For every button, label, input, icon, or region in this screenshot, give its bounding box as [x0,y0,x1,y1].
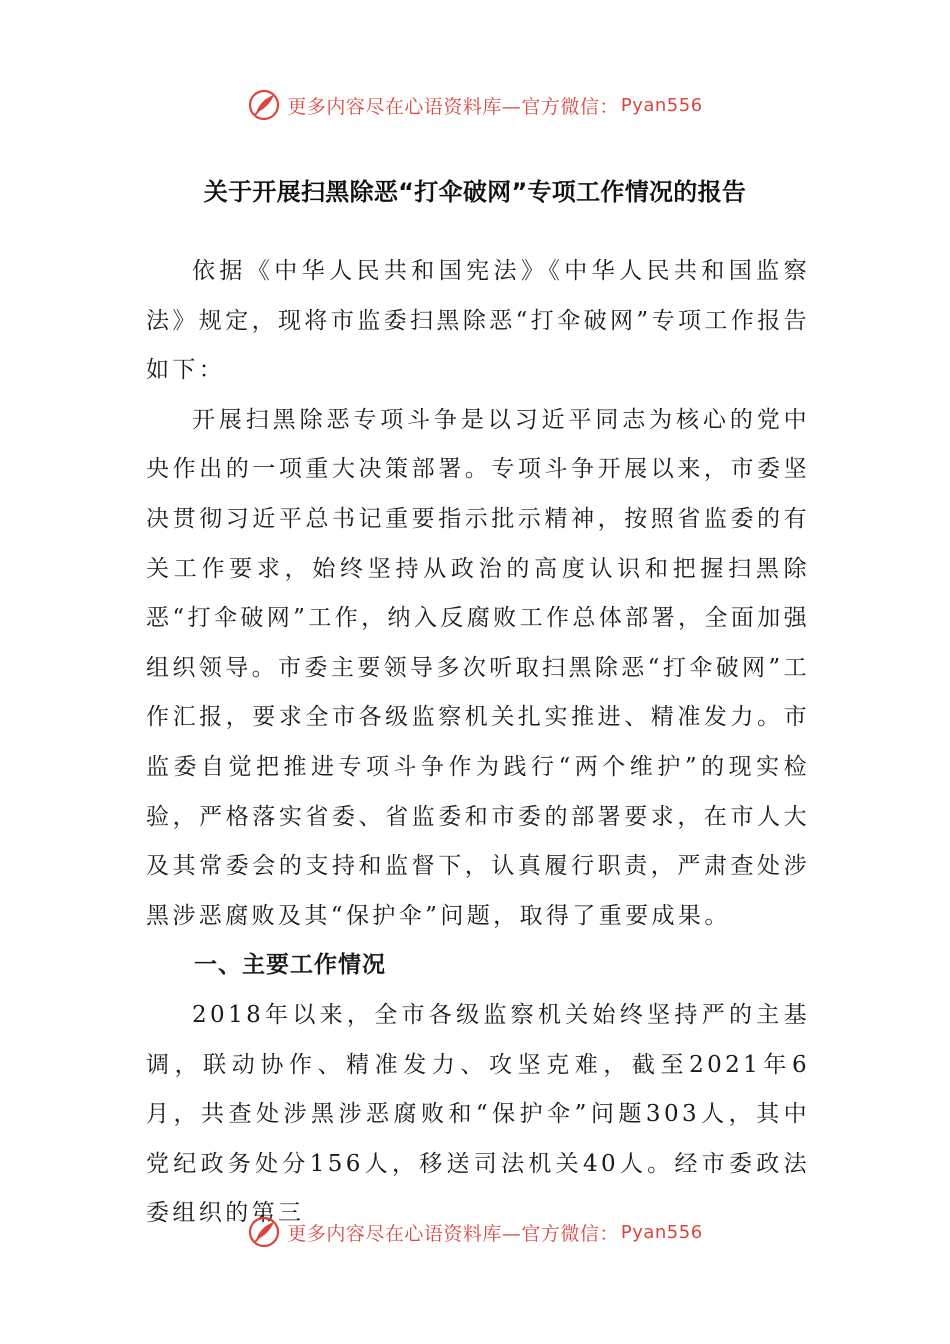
quill-logo-icon [247,1215,281,1249]
quill-logo-icon [247,88,281,122]
section-heading: 一、主要工作情况 [194,952,386,979]
watermark-header [0,85,950,125]
background-paragraph: 开展扫黑除恶专项斗争是以习近平同志为核心的党中央作出的一项重大决策部署。专项斗争开展以来，市委坚决贯彻习近平总书记重要指示批示精神，按照省监委的有关工作要求，始终坚持从政治的高度认识和把握扫黑除恶“打伞破网”工作，纳入反腐败工作总体部署，全面加强组织领导。市委主要领导多次听取扫黑除恶“打伞破网”工作汇报，要求全市各级监察机关扎实推进、精准发力。市监委自觉把推进专项斗争作为践行“两个维护”的现实检验，严格落实省委、省监委和市委的部署要求，在市人大及其常委会的支持和监督下，认真履行职责，严肃查处涉黑涉恶腐败及其“保护伞”问题，取得了重要成果。 [146,406,810,929]
document-body [146,247,810,1239]
intro-paragraph: 依据《中华人民共和国宪法》《中华人民共和国监察法》规定，现将市监委扫黑除恶“打伞破网”专项工作报告如下： [146,258,810,384]
watermark-text: 更多内容尽在心语资料库—官方微信： [287,95,619,118]
section-paragraph: 2018年以来，全市各级监察机关始终坚持严的主基调，联动协作、精准发力、攻坚克难，截至2021年6月，共查处涉黑涉恶腐败和“保护伞”问题303人，其中党纪政务处分156人，移送司法机关40人。经市委政法委组织的第三 [146,1001,810,1227]
watermark-wechat-id: Pyan556 [620,1221,703,1243]
watermark-text: 更多内容尽在心语资料库—官方微信： [287,1222,619,1245]
watermark-footer [0,1212,950,1252]
document-title: 关于开展扫黑除恶“打伞破网”专项工作情况的报告 [203,178,747,206]
watermark-wechat-id: Pyan556 [620,94,703,116]
